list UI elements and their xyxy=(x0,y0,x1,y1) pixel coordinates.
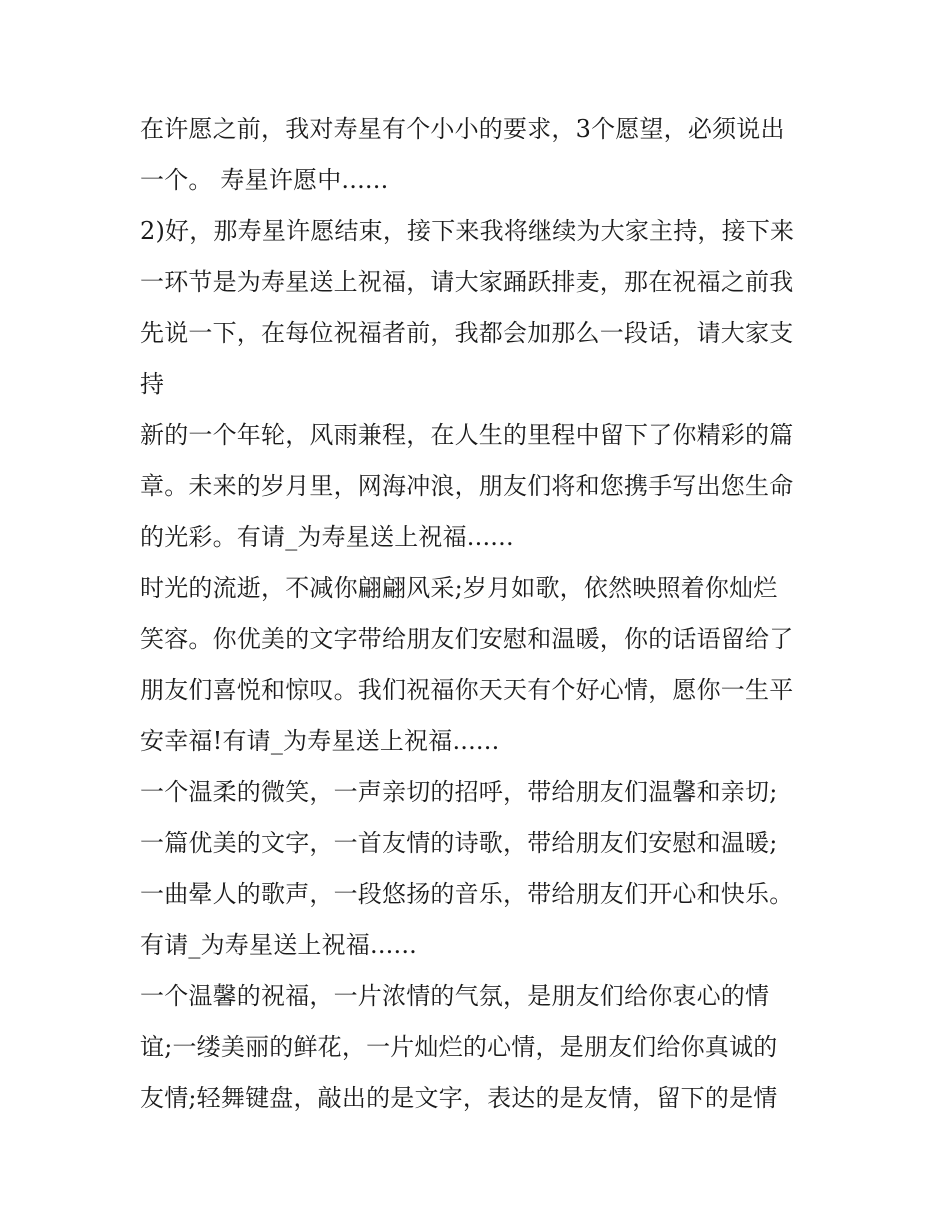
text-line: 2)好，那寿星许愿结束，接下来我将继续为大家主持，接下来 xyxy=(140,217,795,245)
text-line: 有请_为寿星送上祝福...... xyxy=(140,931,417,959)
text-line: 一篇优美的文字，一首友情的诗歌，带给朋友们安慰和温暖; xyxy=(140,829,778,857)
text-line: 的光彩。有请_为寿星送上祝福...... xyxy=(140,523,514,551)
text-line: 先说一下，在每位祝福者前，我都会加那么一段话，请大家支 xyxy=(140,319,794,347)
text-line: 一个温馨的祝福，一片浓情的气氛，是朋友们给你衷心的情 xyxy=(140,982,770,1010)
text-line: 安幸福!有请_为寿星送上祝福...... xyxy=(140,727,500,755)
text-line: 友情;轻舞键盘，敲出的是文字，表达的是友情，留下的是情 xyxy=(140,1084,778,1112)
text-line: 时光的流逝，不减你翩翩风采;岁月如歌，依然映照着你灿烂 xyxy=(140,574,778,602)
text-line: 一个。 寿星许愿中...... xyxy=(140,166,389,194)
text-line: 笑容。你优美的文字带给朋友们安慰和温暖，你的话语留给了 xyxy=(140,625,794,653)
text-line: 一环节是为寿星送上祝福，请大家踊跃排麦，那在祝福之前我 xyxy=(140,268,794,296)
text-line: 章。未来的岁月里，网海冲浪，朋友们将和您携手写出您生命 xyxy=(140,472,794,500)
text-line: 谊;一缕美丽的鲜花，一片灿烂的心情，是朋友们给你真诚的 xyxy=(140,1033,778,1061)
text-line: 持 xyxy=(140,370,165,398)
text-line: 新的一个年轮，风雨兼程，在人生的里程中留下了你精彩的篇 xyxy=(140,421,794,449)
text-line: 在许愿之前，我对寿星有个小小的要求，3个愿望，必须说出 xyxy=(140,115,785,143)
document-body xyxy=(140,104,820,1124)
text-line: 朋友们喜悦和惊叹。我们祝福你天天有个好心情，愿你一生平 xyxy=(140,676,794,704)
text-line: 一个温柔的微笑，一声亲切的招呼，带给朋友们温馨和亲切; xyxy=(140,778,778,806)
text-line: 一曲晕人的歌声，一段悠扬的音乐，带给朋友们开心和快乐。 xyxy=(140,880,794,908)
